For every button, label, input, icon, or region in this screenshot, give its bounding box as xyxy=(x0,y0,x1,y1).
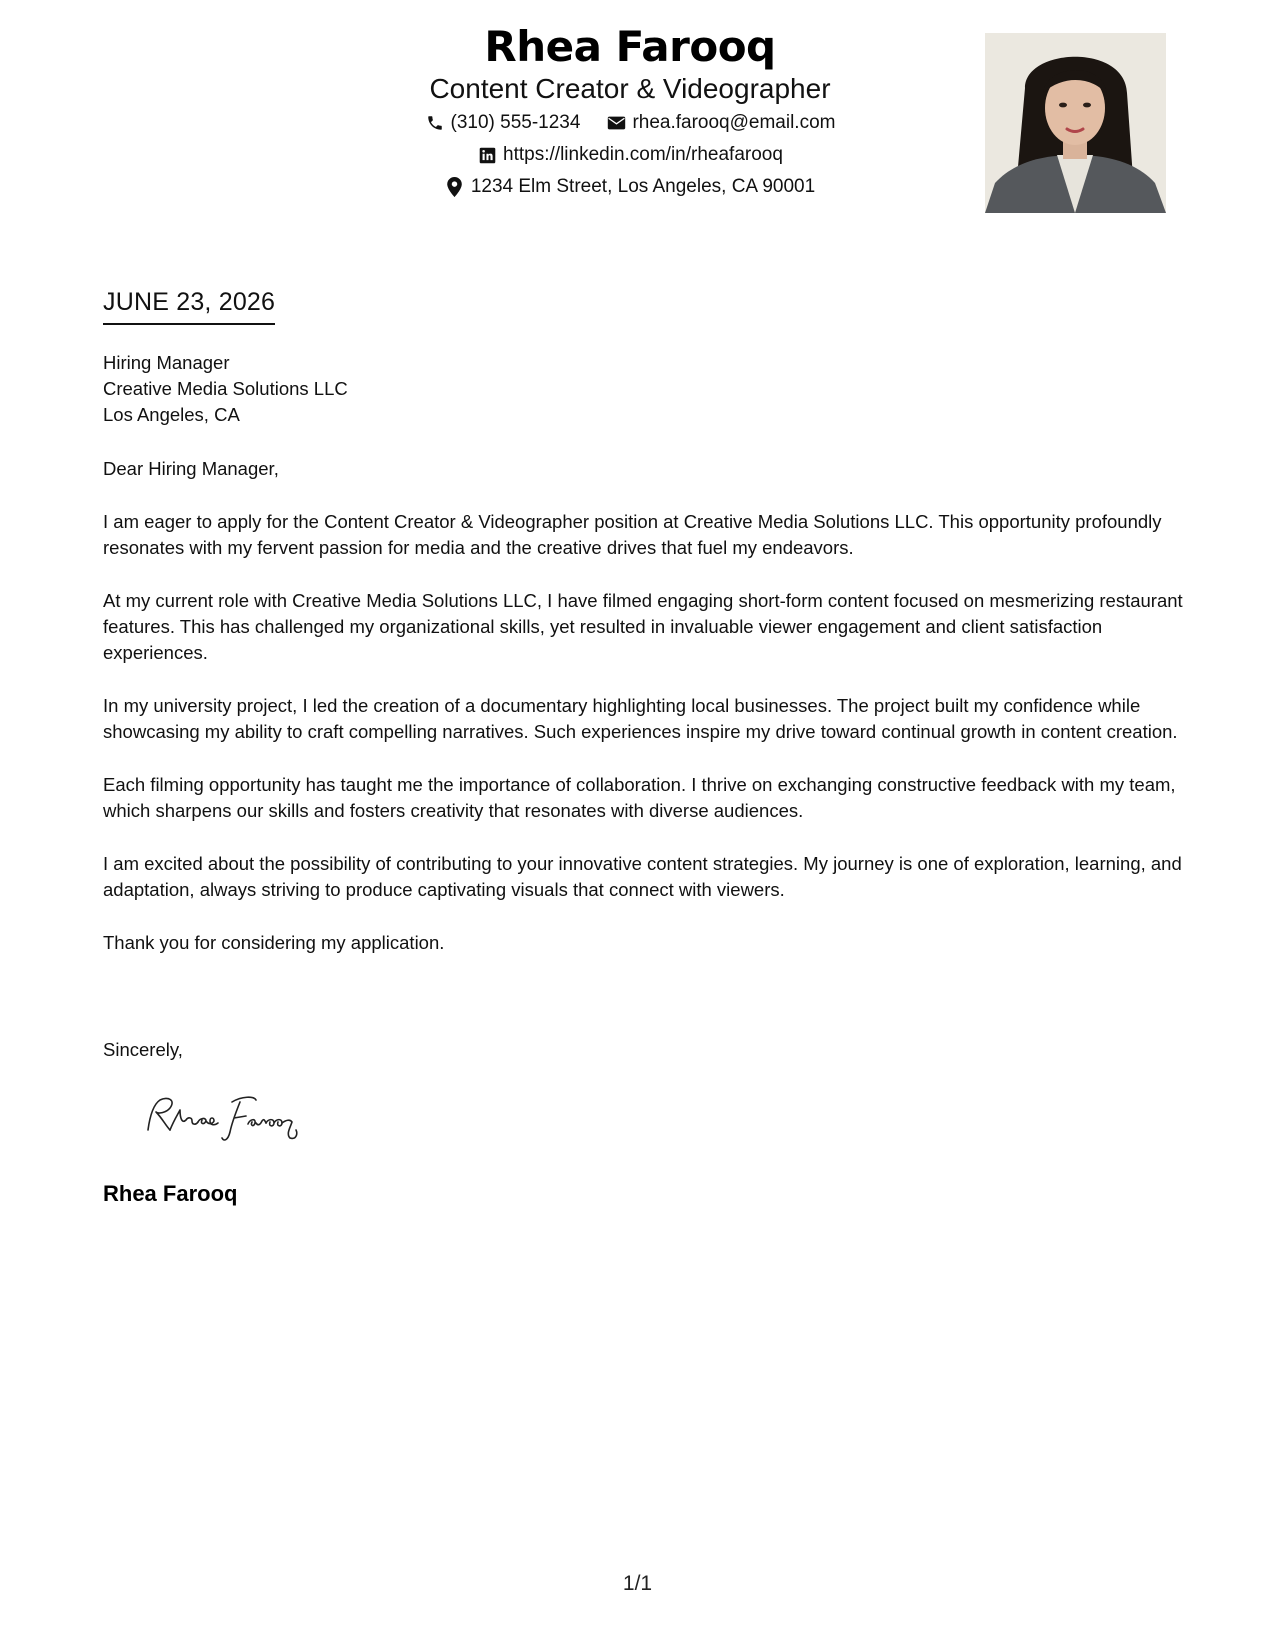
recipient-company: Creative Media Solutions LLC xyxy=(103,378,348,399)
letter-date: JUNE 23, 2026 xyxy=(103,288,275,325)
page-number: 1/1 xyxy=(622,1572,653,1595)
salutation: Dear Hiring Manager, xyxy=(103,458,279,479)
phone-text[interactable]: (310) 555-1234 xyxy=(450,112,581,133)
signer-name: Rhea Farooq xyxy=(103,1181,238,1206)
handwritten-signature xyxy=(140,1090,340,1150)
contact-row-linkedin xyxy=(330,144,930,166)
map-pin-icon xyxy=(445,177,465,197)
profile-photo xyxy=(985,33,1166,213)
closing: Sincerely, xyxy=(103,1039,183,1060)
body-paragraph: At my current role with Creative Media Solutions LLC, I have filmed engaging short-form content focused on mesmerizing restaurant features. This has challenged my organizational skills, yet resulted in invaluable viewer engagement and client satisfaction experiences. xyxy=(103,590,1183,663)
linkedin-link[interactable]: https://linkedin.com/in/rheafarooq xyxy=(503,144,783,165)
body-paragraph: I am excited about the possibility of contributing to your innovative content strategies. My journey is one of exploration, learning, and adaptation, always striving to produce captivating visuals that connect with viewers. xyxy=(103,853,1182,900)
linkedin-icon xyxy=(477,145,497,165)
applicant-name: Rhea Farooq xyxy=(484,22,776,71)
recipient-location: Los Angeles, CA xyxy=(103,404,240,425)
applicant-title: Content Creator & Videographer xyxy=(429,73,831,104)
address-text: 1234 Elm Street, Los Angeles, CA 90001 xyxy=(470,176,816,197)
recipient-block xyxy=(103,350,348,428)
body-paragraph: Thank you for considering my application. xyxy=(103,932,445,953)
body-paragraph: Each filming opportunity has taught me the importance of collaboration. I thrive on exchanging constructive feedback with my team, which sharpens our skills and fosters creativity that resonates with diverse audiences. xyxy=(103,774,1176,821)
phone-icon xyxy=(425,113,445,133)
body-paragraph: I am eager to apply for the Content Creator & Videographer position at Creative Media Solutions LLC. This opportunity profoundly resonates with my fervent passion for media and the creative drives that fuel my endeavors. xyxy=(103,511,1162,558)
letter-body xyxy=(103,456,1183,983)
recipient-line: Hiring Manager xyxy=(103,352,230,373)
envelope-icon xyxy=(606,113,626,133)
contact-row-address xyxy=(330,176,930,198)
contact-row-phone-email xyxy=(330,112,930,134)
letter-header xyxy=(0,0,1275,220)
body-paragraph: In my university project, I led the creation of a documentary highlighting local businesses. The project built my confidence while showcasing my ability to craft compelling narratives. Such experiences inspire my drive toward continual growth in content creation. xyxy=(103,695,1178,742)
email-link[interactable]: rhea.farooq@email.com xyxy=(632,112,836,133)
